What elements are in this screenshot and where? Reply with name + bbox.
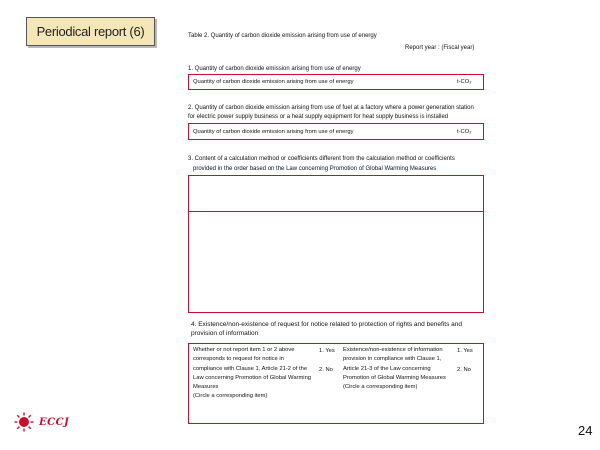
section4-heading-line2: provision of information (191, 330, 259, 337)
page-number: 24 (578, 423, 593, 438)
section4-heading-line1: 4. Existence/non-existence of request for notice related to protection of rights and benefits and (191, 321, 462, 328)
section3-heading-line1: 3. Content of a calculation method or coefficients different from the calculation method or coefficients (188, 156, 455, 162)
section1-box (188, 74, 484, 90)
section2-unit: t-CO₂ (457, 129, 472, 135)
section4-right-no: 2. No (457, 367, 471, 373)
section4-box (188, 343, 484, 424)
section4-left-no: 2. No (319, 367, 333, 373)
section1-heading: 1. Quantity of carbon dioxide emission arising from use of energy (188, 66, 361, 72)
section3-heading-line2: provided in the order based on the Law concerning Promotion of Global Warming Measures (193, 166, 437, 172)
section4-right-yes: 1. Yes (457, 348, 473, 354)
eccj-logo (14, 412, 69, 432)
section3-box (188, 175, 484, 313)
section2-label: Quantity of carbon dioxide emission arising from use of energy (193, 129, 354, 135)
section4-left-text: Whether or not report item 1 or 2 above corresponds to request for notice in compliance with Clause 1, Article 21-2 of the Law concerning Promotion of Global Warming Measures (Circle a corresponding item) (193, 347, 312, 400)
eccj-sun-icon (14, 412, 34, 432)
section2-heading-line2: for electric power supply business or a heat supply equipment for heat supply business is installed (188, 114, 449, 120)
section2-heading-line1: 2. Quantity of carbon dioxide emission arising from use of fuel at a factory where a power generation station (188, 105, 474, 111)
page-title: Periodical report (6) (26, 17, 155, 46)
table-heading: Table 2. Quantity of carbon dioxide emission arising from use of energy (188, 33, 377, 39)
section1-unit: t-CO₂ (457, 79, 472, 85)
section3-divider (189, 211, 483, 212)
report-year: Report year : (Fiscal year) (405, 45, 475, 51)
section4-left-yes: 1. Yes (319, 348, 335, 354)
section2-box (188, 123, 484, 140)
section1-label: Quantity of carbon dioxide emission arising from use of energy (193, 79, 354, 85)
logo-text: ECCJ (39, 416, 70, 428)
section4-right-text: Existence/non-existence of information provision in compliance with Clause 1, Article 21-3 of the Law concerning Promotion of Global Warming Measures (Circle a corresponding item) (343, 347, 446, 391)
